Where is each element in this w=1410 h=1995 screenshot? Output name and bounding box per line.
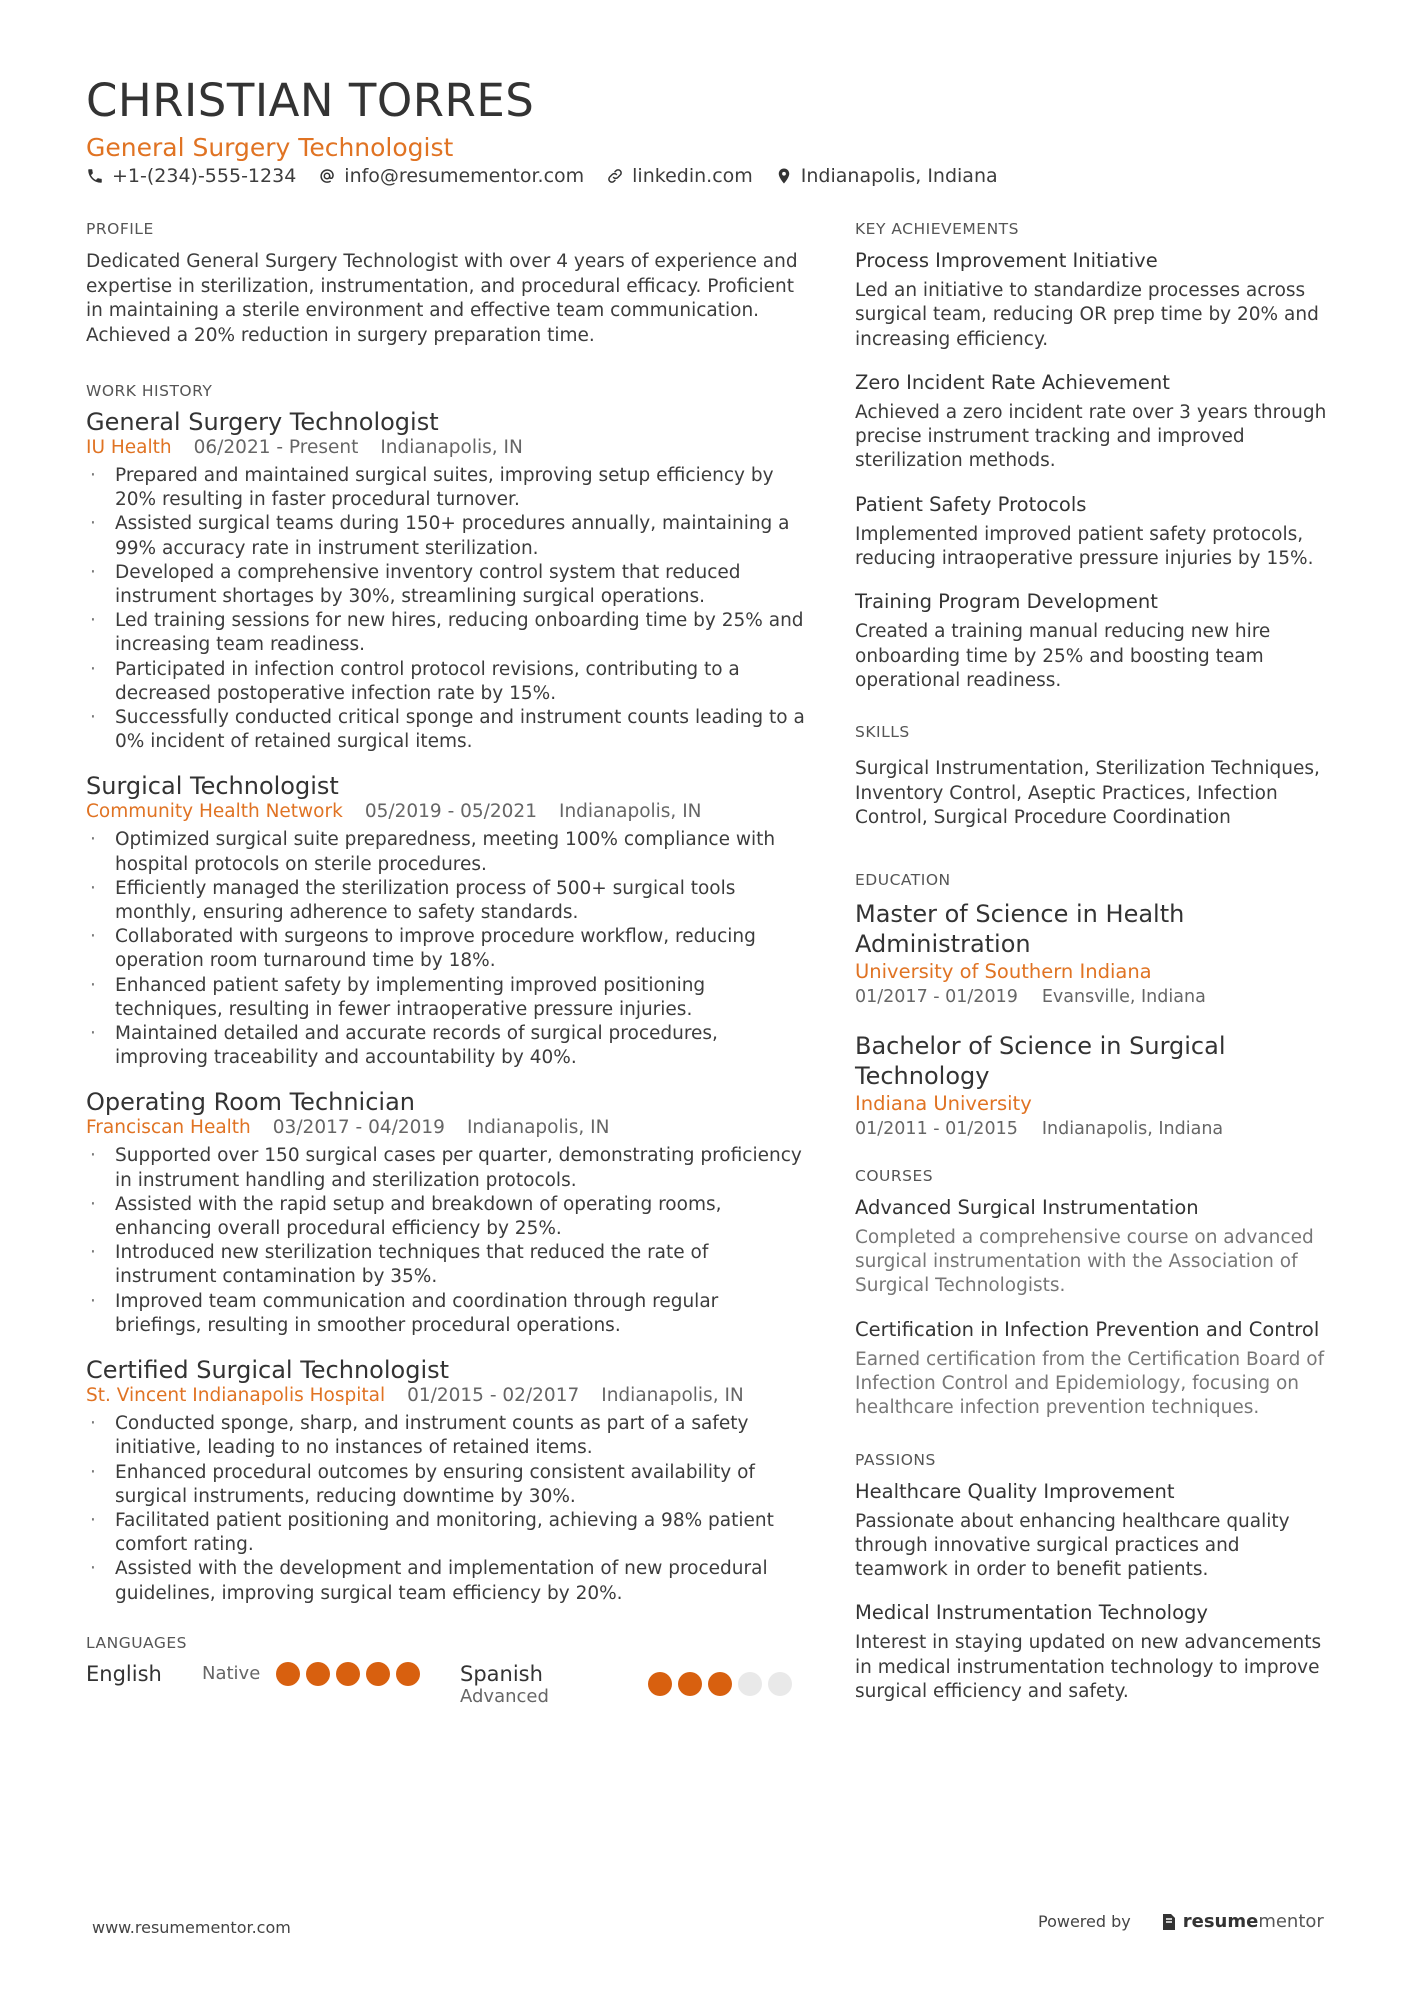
brand-logo[interactable] xyxy=(1161,1911,1324,1932)
education-location: Indianapolis, Indiana xyxy=(1041,1118,1224,1139)
passion-title: Healthcare Quality Improvement xyxy=(855,1479,1175,1503)
section-heading: SKILLS xyxy=(855,723,910,742)
phone-text: +1-(234)-555-1234 xyxy=(112,165,297,187)
education-degree: Bachelor of Science in Surgical Technology xyxy=(855,1031,1226,1090)
course-text: Earned certification from the Certification Board of Infection Control and Epidemiology, focusing on healthcare infection prevention techniques. xyxy=(855,1348,1325,1419)
job-location: Indianapolis, IN xyxy=(601,1385,744,1407)
achievement-text: Led an initiative to standardize processes across surgical team, reducing OR prep time by 20% and increasing efficiency. xyxy=(855,280,1319,350)
job-dates: 03/2017 - 04/2019 xyxy=(272,1117,445,1139)
language-level: Native xyxy=(202,1663,261,1685)
achievement-list xyxy=(855,248,1335,693)
profile-section xyxy=(86,220,806,348)
job-bullet: · Led training sessions for new hires, reducing onboarding time by 25% and increasing team readiness. xyxy=(86,609,806,657)
section-heading: PASSIONS xyxy=(855,1450,936,1469)
contact-email[interactable] xyxy=(318,165,584,187)
job-bullet: · Assisted with the development and implementation of new procedural guidelines, improving surgical team efficiency by 20%. xyxy=(86,1557,806,1605)
education-degree: Master of Science in Health Administration xyxy=(855,899,1185,958)
education-item xyxy=(855,899,1335,1009)
linkedin-text: linkedin.com xyxy=(632,165,753,187)
passions-section xyxy=(855,1451,1335,1705)
location-text: Indianapolis, Indiana xyxy=(800,165,998,187)
rating-dot-filled xyxy=(306,1662,330,1686)
course-item xyxy=(855,1195,1335,1299)
language-level: Advanced xyxy=(460,1685,549,1707)
job-bullets xyxy=(86,1144,806,1338)
profile-text: Dedicated General Surgery Technologist with over 4 years of experience and expertise in sterilization, instrumentation, and procedural efficacy. Proficient in maintaining a sterile environment and effective team communication. Achieved a 20% reduction in surgery preparation time. xyxy=(86,251,798,346)
education-location: Evansville, Indiana xyxy=(1041,986,1206,1007)
job-meta xyxy=(86,436,806,460)
passion-text: Interest in staying updated on new advancements in medical instrumentation technology to improve surgical efficiency and safety. xyxy=(855,1632,1322,1703)
left-column xyxy=(86,220,806,1707)
job-bullet: · Facilitated patient positioning and monitoring, achieving a 98% patient comfort rating. xyxy=(86,1509,806,1557)
rating-dot-filled xyxy=(678,1672,702,1696)
job-dates: 01/2015 - 02/2017 xyxy=(407,1385,580,1407)
section-heading: WORK HISTORY xyxy=(86,382,213,400)
job-bullet: · Prepared and maintained surgical suites, improving setup efficiency by 20% resulting in faster procedural turnover. xyxy=(86,464,806,512)
job-title: Operating Room Technician xyxy=(86,1088,416,1117)
job-bullet: · Developed a comprehensive inventory control system that reduced instrument shortages by 30%, streamlining surgical operations. xyxy=(86,561,806,609)
course-title: Certification in Infection Prevention and Control xyxy=(855,1317,1320,1341)
rating-dot-filled xyxy=(648,1672,672,1696)
language-item xyxy=(86,1662,460,1686)
job-bullet: · Successfully conducted critical sponge and instrument counts leading to a 0% incident of retained surgical items. xyxy=(86,706,806,754)
section-heading: PROFILE xyxy=(86,220,154,238)
courses-section xyxy=(855,1167,1335,1421)
job-bullet: · Enhanced patient safety by implementing improved positioning techniques, resulting in fewer intraoperative pressure injuries. xyxy=(86,974,806,1022)
education-meta xyxy=(855,1117,1335,1141)
job-location: Indianapolis, IN xyxy=(380,437,523,458)
key-achievements-section xyxy=(855,220,1335,693)
job-entry xyxy=(86,1356,806,1606)
language-text-block xyxy=(460,1662,648,1707)
job-bullet: · Supported over 150 surgical cases per quarter, demonstrating proficiency in instrument handling and sterilization protocols. xyxy=(86,1144,806,1192)
languages-section xyxy=(86,1634,806,1707)
achievement-text: Implemented improved patient safety protocols, reducing intraoperative pressure injuries by 15%. xyxy=(855,523,1314,570)
achievement-title: Patient Safety Protocols xyxy=(855,492,1087,516)
job-title: Surgical Technologist xyxy=(86,772,339,801)
course-item xyxy=(855,1317,1335,1421)
job-location: Indianapolis, IN xyxy=(558,801,702,823)
passion-text: Passionate about enhancing healthcare quality through innovative surgical practices and teamwork in order to benefit patients. xyxy=(855,1510,1290,1581)
language-name: English xyxy=(86,1661,162,1686)
brand-name-light: mentor xyxy=(1258,1911,1324,1932)
passion-list xyxy=(855,1479,1335,1705)
rating-dot-filled xyxy=(396,1662,420,1686)
link-icon xyxy=(606,167,624,185)
rating-dot-empty xyxy=(738,1672,762,1696)
contact-phone xyxy=(86,165,296,187)
job-bullet: · Maintained detailed and accurate records of surgical procedures, improving traceability and accountability by 40%. xyxy=(86,1022,806,1070)
phone-icon xyxy=(86,167,104,185)
education-school: Indiana University xyxy=(855,1091,1032,1115)
skills-text: Surgical Instrumentation, Sterilization Techniques, Inventory Control, Aseptic Practices, Infection Control, Surgical Procedure Coordination xyxy=(855,758,1320,829)
contact-bar xyxy=(86,165,1020,187)
work-history-section xyxy=(86,382,806,1606)
section-heading: COURSES xyxy=(855,1166,934,1185)
education-dates: 01/2017 - 01/2019 xyxy=(855,986,1018,1007)
rating-dot-filled xyxy=(708,1672,732,1696)
job-entry xyxy=(86,408,806,754)
education-dates: 01/2011 - 01/2015 xyxy=(855,1118,1018,1139)
job-meta xyxy=(86,800,806,824)
candidate-name: CHRISTIAN TORRES xyxy=(86,74,535,127)
education-list xyxy=(855,899,1335,1141)
job-bullet: · Assisted with the rapid setup and breakdown of operating rooms, enhancing overall procedural efficiency by 25%. xyxy=(86,1193,806,1241)
rating-dot-empty xyxy=(768,1672,792,1696)
achievement-item xyxy=(855,370,1335,474)
job-meta xyxy=(86,1116,806,1140)
job-title: Certified Surgical Technologist xyxy=(86,1356,450,1385)
job-entry xyxy=(86,1088,806,1338)
rating-dot-filled xyxy=(366,1662,390,1686)
job-bullet: · Conducted sponge, sharp, and instrument counts as part of a safety initiative, leading to no instances of retained items. xyxy=(86,1412,806,1460)
rating-dot-filled xyxy=(336,1662,360,1686)
achievement-title: Zero Incident Rate Achievement xyxy=(855,370,1170,394)
brand-name-bold: resume xyxy=(1182,1911,1259,1932)
achievement-title: Training Program Development xyxy=(855,590,1158,614)
footer-website[interactable]: www.resumementor.com xyxy=(92,1918,291,1937)
job-dates: 05/2019 - 05/2021 xyxy=(364,801,537,823)
job-bullets xyxy=(86,828,806,1070)
language-rating xyxy=(648,1672,798,1696)
job-title: General Surgery Technologist xyxy=(86,408,439,436)
job-bullets xyxy=(86,1412,806,1606)
rating-dot-filled xyxy=(276,1662,300,1686)
job-bullet: · Assisted surgical teams during 150+ procedures annually, maintaining a 99% accuracy rate in instrument sterilization. xyxy=(86,512,806,560)
language-list xyxy=(86,1662,806,1707)
job-entry xyxy=(86,772,806,1070)
education-school: University of Southern Indiana xyxy=(855,959,1152,983)
footer-powered xyxy=(1038,1911,1324,1932)
section-heading: KEY ACHIEVEMENTS xyxy=(855,220,1019,238)
candidate-title: General Surgery Technologist xyxy=(86,133,454,162)
job-location: Indianapolis, IN xyxy=(466,1117,610,1139)
section-heading: LANGUAGES xyxy=(86,1633,188,1652)
education-section xyxy=(855,871,1335,1141)
language-rating xyxy=(276,1662,426,1686)
passion-item xyxy=(855,1600,1335,1704)
achievement-item xyxy=(855,248,1335,352)
email-text: info@resumementor.com xyxy=(344,165,585,187)
right-column xyxy=(855,220,1335,1722)
achievement-text: Achieved a zero incident rate over 3 years through precise instrument tracking and improved sterilization methods. xyxy=(855,401,1327,472)
passion-item xyxy=(855,1479,1335,1583)
skills-section xyxy=(855,723,1335,831)
course-list xyxy=(855,1195,1335,1421)
at-icon xyxy=(318,167,336,185)
language-item xyxy=(460,1662,798,1707)
education-item xyxy=(855,1031,1335,1141)
job-bullet: · Participated in infection control protocol revisions, contributing to a decreased postoperative infection rate by 15%. xyxy=(86,658,806,706)
section-heading: EDUCATION xyxy=(855,870,951,889)
job-meta xyxy=(86,1384,806,1408)
resumementor-logo-icon xyxy=(1161,1913,1177,1931)
job-bullet: · Enhanced procedural outcomes by ensuring consistent availability of surgical instruments, reducing downtime by 30%. xyxy=(86,1461,806,1509)
job-company: Community Health Network xyxy=(86,801,343,823)
job-bullet: · Collaborated with surgeons to improve procedure workflow, reducing operation room turnaround time by 18%. xyxy=(86,925,806,973)
achievement-title: Process Improvement Initiative xyxy=(855,249,1158,272)
job-company: IU Health xyxy=(86,437,172,458)
job-company: Franciscan Health xyxy=(86,1117,251,1139)
contact-location xyxy=(775,165,998,187)
job-company: St. Vincent Indianapolis Hospital xyxy=(86,1385,386,1407)
job-bullet: · Improved team communication and coordination through regular briefings, resulting in smoother procedural operations. xyxy=(86,1290,806,1338)
location-pin-icon xyxy=(775,167,793,185)
contact-linkedin[interactable] xyxy=(606,165,753,187)
passion-title: Medical Instrumentation Technology xyxy=(855,1601,1208,1625)
job-bullets xyxy=(86,464,806,754)
powered-by-label: Powered by xyxy=(1038,1912,1131,1931)
language-name: Spanish xyxy=(460,1661,543,1686)
course-text: Completed a comprehensive course on advanced surgical instrumentation with the Association of Surgical Technologists. xyxy=(855,1226,1314,1297)
achievement-item xyxy=(855,492,1335,572)
education-meta xyxy=(855,985,1335,1009)
job-bullet: · Optimized surgical suite preparedness, meeting 100% compliance with hospital protocols on sterile procedures. xyxy=(86,828,806,876)
achievement-text: Created a training manual reducing new hire onboarding time by 25% and boosting team operational readiness. xyxy=(855,621,1271,691)
job-dates: 06/2021 - Present xyxy=(193,437,359,458)
achievement-item xyxy=(855,589,1335,693)
job-bullet: · Efficiently managed the sterilization process of 500+ surgical tools monthly, ensuring adherence to safety standards. xyxy=(86,877,806,925)
job-list xyxy=(86,408,806,1606)
course-title: Advanced Surgical Instrumentation xyxy=(855,1195,1199,1219)
job-bullet: · Introduced new sterilization techniques that reduced the rate of instrument contamination by 35%. xyxy=(86,1241,806,1289)
